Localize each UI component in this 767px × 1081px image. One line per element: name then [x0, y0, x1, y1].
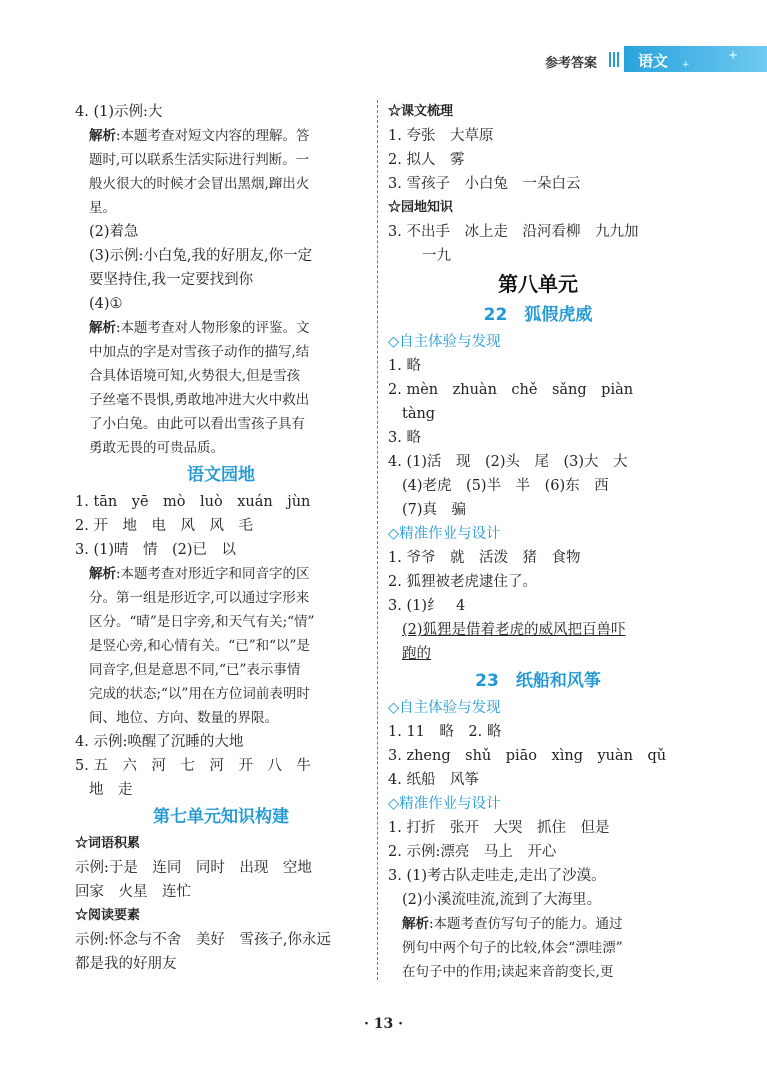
analysis-line: 是竖心旁,和心情有关。“已”和“以”是: [89, 638, 310, 654]
answer-line: 示例:怀念与不舍 美好 雪孩子,你永远: [75, 932, 331, 948]
answer-line: 3. (1)晴 情 (2)已 以: [75, 542, 237, 558]
lesson-title-23: 23 纸船和风筝: [475, 671, 601, 691]
header-subject-tab: [624, 46, 767, 72]
subsection-heading: ☆课文梳理: [388, 104, 454, 119]
lesson-title-22: 22 狐假虎威: [483, 305, 593, 325]
answer-line: 3. 雪孩子 小白兔 一朵白云: [388, 176, 581, 192]
answer-line: (4)老虎 (5)半 半 (6)东 西: [402, 478, 609, 494]
answer-line: 3. (1)考古队走哇走,走出了沙漠。: [388, 868, 606, 884]
analysis-line: 解析:本题考查对形近字和同音字的区: [89, 566, 310, 582]
answer-line: 3. (1)纟 4: [388, 598, 466, 614]
answer-line: 4. 示例:唤醒了沉睡的大地: [75, 734, 244, 750]
answer-line: 都是我的好朋友: [75, 956, 177, 972]
answer-line: 4. (1)活 现 (2)头 尾 (3)大 大: [388, 454, 628, 470]
answer-line: 1. 夸张 大草原: [388, 128, 494, 144]
subsection-heading: ☆阅读要素: [75, 908, 141, 923]
analysis-line: 子丝毫不畏惧,勇敢地冲进大火中救出: [89, 392, 310, 408]
answer-line: (2)着急: [89, 224, 139, 240]
analysis-line: 解析:本题考查对人物形象的评鉴。文: [89, 320, 310, 336]
answer-line: 1. tān yē mò luò xuán jùn: [75, 494, 311, 510]
answer-line: 示例:于是 连同 同时 出现 空地: [75, 860, 312, 876]
answer-line: (2)狐狸是借着老虎的威风把百兽吓: [402, 622, 626, 638]
analysis-line: 完成的状态;“以”用在方位词前表明时: [89, 686, 310, 702]
answer-line: tàng: [402, 406, 436, 422]
answer-line: 4. (1)示例:大: [75, 104, 163, 120]
analysis-tag: 解析: [89, 320, 116, 336]
answer-line: 1. 11 略 2. 略: [388, 724, 502, 740]
page-number: · 13 ·: [364, 1016, 403, 1032]
answer-line: 2. mèn zhuàn chě sǎng piàn: [388, 382, 634, 398]
analysis-line: 间、地位、方向、数量的界限。: [89, 710, 278, 726]
answer-line: 3. 略: [388, 430, 421, 446]
answer-line: 一九: [422, 248, 451, 264]
section-title-yuwen-yuandi: 语文园地: [187, 465, 255, 485]
column-divider: [377, 100, 378, 980]
analysis-tag: 解析: [89, 128, 116, 144]
analysis-line: 分。第一组是形近字,可以通过字形来: [89, 590, 310, 606]
unit-title: 第八单元: [498, 272, 578, 296]
analysis-line: 解析:本题考查仿写句子的能力。通过: [402, 916, 623, 932]
answer-line: 1. 打折 张开 大哭 抓住 但是: [388, 820, 610, 836]
answer-line: (4)①: [89, 296, 123, 312]
answer-line: 3. zheng shǔ piāo xìng yuàn qǔ: [388, 748, 667, 764]
analysis-line: 同音字,但是意思不同,“已”表示事情: [89, 662, 301, 678]
subsection-heading: ☆词语积累: [75, 836, 141, 851]
answer-line: 5. 五 六 河 七 河 开 八 牛: [75, 758, 311, 774]
answer-line: 1. 略: [388, 358, 421, 374]
right-column: [388, 100, 688, 984]
analysis-line: 区分。“晴”是日字旁,和天气有关;“情”: [89, 614, 315, 630]
analysis-line: 了小白兔。由此可以看出雪孩子具有: [89, 416, 305, 432]
analysis-line: 勇敢无畏的可贵品质。: [89, 440, 224, 456]
subject-label: 语文: [638, 52, 669, 70]
subsection-heading: ☆园地知识: [388, 200, 454, 215]
answer-line: 2. 开 地 电 风 风 毛: [75, 518, 253, 534]
subsection-heading: ◇精准作业与设计: [388, 796, 501, 812]
analysis-tag: 解析: [89, 566, 116, 582]
analysis-tag: 解析: [402, 916, 429, 932]
subsection-heading: ◇自主体验与发现: [388, 700, 501, 716]
subsection-heading: ◇精准作业与设计: [388, 526, 501, 542]
left-column: [75, 100, 367, 976]
analysis-line: 题时,可以联系生活实际进行判断。一: [89, 152, 310, 168]
answer-line: 回家 火星 连忙: [75, 884, 191, 900]
sparkle-icon: +: [728, 48, 739, 62]
answer-line: 4. 纸船 风筝: [388, 772, 479, 788]
analysis-line: 般火很大的时候才会冒出黑烟,蹿出火: [89, 176, 310, 192]
answer-line: 2. 拟人 雾: [388, 152, 465, 168]
header-bars-decoration: [609, 52, 621, 71]
analysis-line: 例句中两个句子的比较,体会“漂哇漂”: [402, 940, 623, 956]
answer-line: 跑的: [402, 646, 431, 662]
header-label: 参考答案: [545, 56, 598, 71]
sparkle-icon: +: [682, 60, 690, 70]
answer-line: 地 走: [89, 782, 133, 798]
answer-line: 2. 狐狸被老虎逮住了。: [388, 574, 537, 590]
answer-line: 3. 不出手 冰上走 沿河看柳 九九加: [388, 224, 639, 240]
answer-line: 2. 示例:漂亮 马上 开心: [388, 844, 557, 860]
answer-line: 1. 爷爷 就 活泼 猪 食物: [388, 550, 581, 566]
analysis-line: 解析:本题考查对短文内容的理解。答: [89, 128, 310, 144]
analysis-line: 在句子中的作用;读起来音韵变长,更: [402, 964, 614, 980]
analysis-line: 合具体语境可知,火势很大,但是雪孩: [89, 368, 301, 384]
analysis-line: 中加点的字是对雪孩子动作的描写,结: [89, 344, 310, 360]
subsection-heading: ◇自主体验与发现: [388, 334, 501, 350]
answer-line: (7)真 骗: [402, 502, 467, 518]
section-title-unit7: 第七单元知识构建: [153, 807, 289, 827]
answer-line: (3)示例:小白兔,我的好朋友,你一定: [89, 248, 313, 264]
answer-line: 要坚持住,我一定要找到你: [89, 272, 254, 288]
analysis-line: 星。: [89, 200, 116, 216]
answer-line: (2)小溪流哇流,流到了大海里。: [402, 892, 602, 908]
